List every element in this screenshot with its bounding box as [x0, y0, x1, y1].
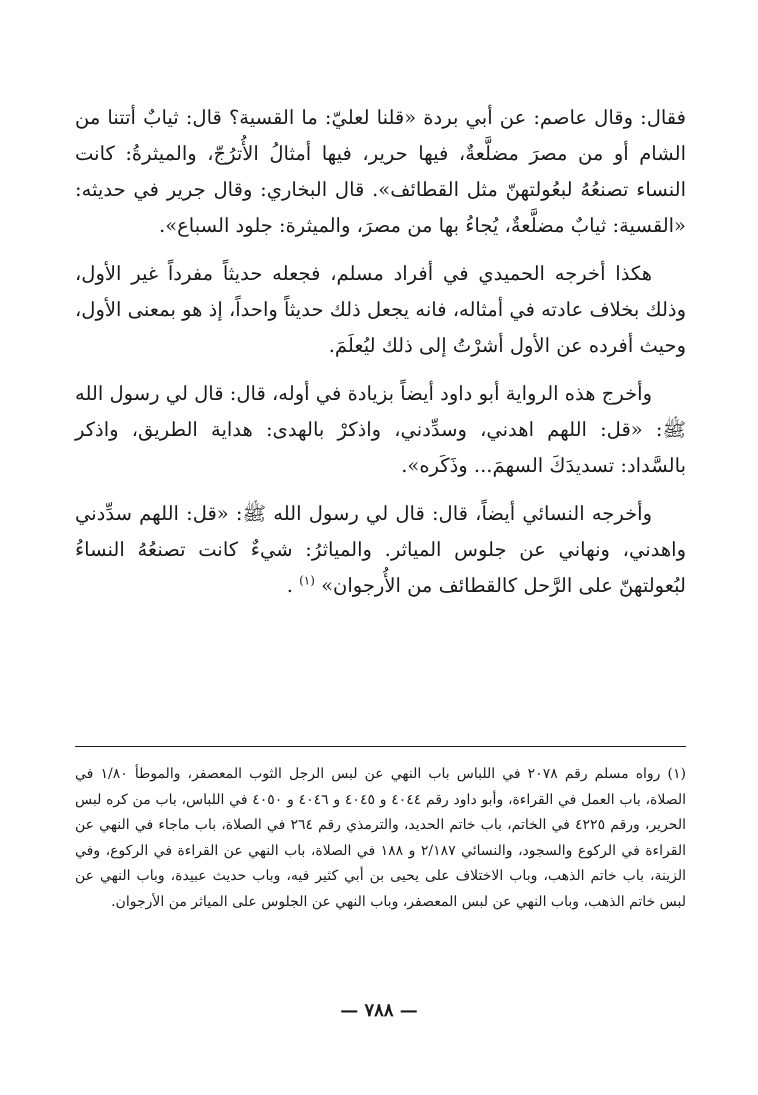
paragraph-2: هكذا أخرجه الحميدي في أفراد مسلم، فجعله حديثاً مفرداً غير الأول، وذلك بخلاف عادته في أمثاله، فانه يجعل ذلك حديثاً واحداً، إذ هو بمعنى الأول، وحيث أفرده عن الأول أشرْتُ إلى ذلك ليُعلَمَ. [75, 262, 686, 357]
paragraph-3: وأخرج هذه الرواية أبو داود أيضاً بزيادة في أوله، قال: قال لي رسول الله ﷺ: «قل: اللهم اهدني، وسدِّدني، واذكرْ بالهدى: هداية الطريق، واذكر بالسَّداد: تسديدَكَ السهمَ... وذَكَره». [75, 382, 686, 477]
paragraph-4-text: وأخرجه النسائي أيضاً، قال: قال لي رسول الله ﷺ: «قل: اللهم سدِّدني واهدني، ونهاني عن جلوس المياثر. والمياثرُ: شيءٌ كانت تصنعُهُ النساءُ لبُعولتهنّ على الرَّحل كالقطائف من الأُرجوان» [75, 502, 686, 597]
footnote-reference: (١) [299, 573, 315, 588]
footnote-1: (١) رواه مسلم رقم ٢٠٧٨ في اللباس باب النهي عن لبس الرجل الثوب المعصفر، والموطأ ١/٨٠ في الصلاة، باب العمل في القراءة، وأبو داود رقم ٤٠٤٤ و ٤٠٤٥ و ٤٠٤٦ و ٤٠٥٠ في اللباس، باب من كره لبس الحرير، ورقم ٤٢٢٥ في الخاتم، باب خاتم الحديد، والترمذي رقم ٢٦٤ في الصلاة، باب ماجاء في النهي عن القراءة في الركوع والسجود، والنسائي ٢/١٨٧ و ١٨٨ في الصلاة، باب النهي عن القراءة في الركوع، وفي الزينة، باب خاتم الذهب، وباب الاختلاف على يحيى بن أبي كثير فيه، وباب حديث عبيدة، وباب النهي عن لبس خاتم الذهب، وباب النهي عن لبس المعصفر، وباب النهي عن الجلوس على المياثر من الأرجوان. [75, 766, 686, 910]
footnote-section [75, 762, 686, 915]
paragraph-4: وأخرجه النسائي أيضاً، قال: قال لي رسول الله ﷺ: «قل: اللهم سدِّدني واهدني، ونهاني عن جلوس المياثر. والمياثرُ: شيءٌ كانت تصنعُهُ النساءُ لبُعولتهنّ على الرَّحل كالقطائف من الأُرجوان» $^{(١)}$ . [75, 502, 686, 597]
paragraph-1: فقال: وقال عاصم: عن أبي بردة «قلنا لعليّ: ما القسية؟ قال: ثيابٌ أتتنا من الشام أو من مصرَ مضلَّعةٌ، فيها حرير، فيها أمثالُ الأُترُجّ، والميثرةُ: كانت النساء تصنعُهُ لبعُولتهنّ مثل القطائف». قال البخاري: وقال جرير في حديثه: «القسية: ثيابٌ مضلَّعةٌ، يُجاءُ بها من مصرَ، والميثرة: جلود السباع». [75, 106, 686, 237]
main-text [75, 100, 686, 616]
page-number: — ٧٨٨ — [340, 1000, 418, 1021]
footnote-divider [75, 746, 686, 747]
